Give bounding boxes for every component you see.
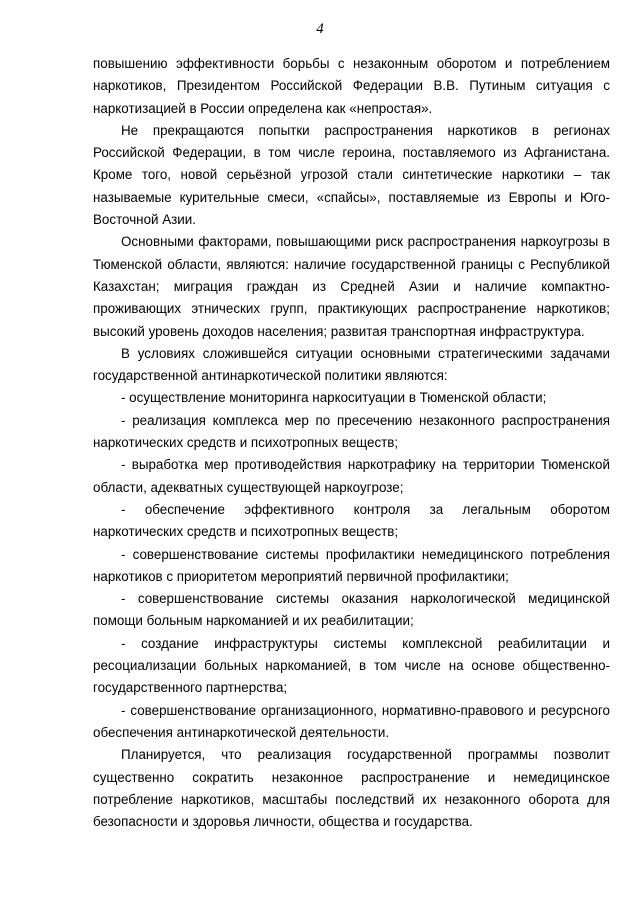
list-item: - выработка мер противодействия наркотрафику на территории Тюменской области, адекватных существующей наркоугрозе; [93,457,610,495]
list-item: - совершенствование системы профилактики немедицинского потребления наркотиков с приоритетом мероприятий первичной профилактики; [93,546,610,584]
paragraph-expected-results: Планируется, что реализация государственной программы позволит существенно сократить незаконное распространение и немедицинское потребление наркотиков, масштабы последствий их незаконного оборота для безопасности и здоровья личности, общества и государства. [93,747,610,830]
paragraph-risk-factors: Основными факторами, повышающими риск распространения наркоугрозы в Тюменской области, являются: наличие государственной границы с Республикой Казахстан; миграция граждан из Средней Азии и наличие компактно-проживающих этнических групп, практикующих распространение наркотиков; высокий уровень доходов населения; развитая транспортная инфраструктура. [93,234,610,339]
list-item: - обеспечение эффективного контроля за легальным оборотом наркотических средств и психотропных веществ; [93,501,610,540]
list-item: - осуществление мониторинга наркоситуации в Тюменской области; [121,390,547,406]
document-body [93,53,610,833]
paragraph-drug-spread: Не прекращаются попытки распространения наркотиков в регионах Российской Федерации, в том числе героина, поставляемого из Афганистана. Кроме того, новой серьёзной угрозой стали синтетические наркотики – так называемые курительные смеси, «спайсы», поставляемые из Европы и Юго-Восточной Азии. [93,122,610,228]
paragraph-continuation: повышению эффективности борьбы с незаконным оборотом и потреблением наркотиков, Президентом Российской Федерации В.В. Путиным ситуация с наркотизацией в России определена как «непростая». [93,56,610,116]
list-item: - создание инфраструктуры системы комплексной реабилитации и ресоциализации больных наркоманией, в том числе на основе общественно-государственного партнерства; [93,635,610,696]
paragraph-strategic-tasks-intro: В условиях сложившейся ситуации основными стратегическими задачами государственной антинаркотической политики являются: [93,345,610,384]
page-number: 4 [316,21,324,37]
list-item: - реализация комплекса мер по пресечению незаконного распространения наркотических средств и психотропных веществ; [93,412,610,451]
list-item: - совершенствование организационного, нормативно-правового и ресурсного обеспечения антинаркотической деятельности. [93,702,610,740]
list-item: - совершенствование системы оказания наркологической медицинской помощи больным наркоманией и их реабилитации; [93,591,610,629]
